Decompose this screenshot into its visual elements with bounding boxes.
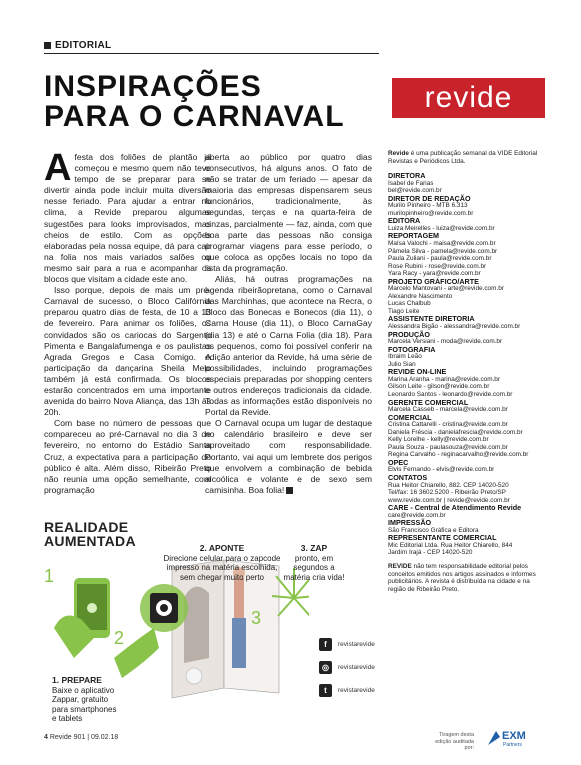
exm-logo-text: EXM bbox=[502, 730, 526, 742]
section-name: EDITORIAL bbox=[55, 40, 112, 51]
masthead-value: www.revide.com.br | revide@revide.com.br bbox=[388, 496, 510, 504]
masthead-value: Rua Heitor Chiarello, 882. CEP 14020-520 bbox=[388, 481, 509, 489]
twitter-icon: t bbox=[319, 684, 332, 697]
section-label bbox=[44, 40, 111, 51]
step-1-text: 1. PREPARE Baixe o aplicativo Zappar, gratuito para smartphones e tablets bbox=[52, 675, 117, 723]
masthead-value: Paula Souza - paulasouza@revide.com.br bbox=[388, 443, 508, 451]
social-links bbox=[309, 516, 379, 716]
masthead-heading: CONTATOS bbox=[388, 472, 428, 482]
masthead-value: care@revide.com.br bbox=[388, 511, 446, 519]
masthead-value: murilopinheiro@revide.com.br bbox=[388, 209, 474, 217]
revide-logo: revide bbox=[392, 78, 545, 118]
page-footer bbox=[44, 734, 118, 741]
social-handle: revistarevide bbox=[338, 664, 375, 671]
headline-line-2: PARA O CARNAVAL bbox=[44, 100, 345, 133]
masthead-value: Regina Carvalho - reginacarvalho@revide.com.br bbox=[388, 451, 529, 459]
masthead-heading: FOTOGRAFIA bbox=[388, 344, 436, 354]
step-3-text: 3. ZAP pronto, em segundos a matéria cria vida! bbox=[283, 543, 345, 582]
social-twitter[interactable] bbox=[319, 684, 375, 697]
masthead-value: São Francisco Gráfica e Editora bbox=[388, 526, 479, 534]
masthead-value: Elvis Fernando - elvis@revide.com.br bbox=[388, 466, 495, 474]
end-mark-icon bbox=[286, 487, 293, 494]
masthead-heading: DIRETORA bbox=[388, 171, 426, 181]
masthead-value: Pâmela Silva - pamela@revide.com.br bbox=[388, 247, 498, 255]
exm-logo-subtext: Partners bbox=[503, 742, 522, 747]
masthead-heading: IMPRESSÃO bbox=[388, 518, 432, 528]
masthead-value: Marcelo Mantovani - arte@revide.com.br bbox=[388, 285, 504, 293]
masthead-value: Alexandre Nascimento bbox=[388, 292, 453, 300]
masthead-heading: OPEC bbox=[388, 457, 409, 467]
step-number-2: 2 bbox=[114, 628, 125, 648]
masthead-value: Leonardo Santos - leonardo@revide.com.br bbox=[388, 390, 513, 398]
masthead-entries bbox=[388, 172, 548, 557]
ar-title: REALIDADE AUMENTADA bbox=[44, 519, 136, 549]
masthead-value: Murilo Pinheiro - MTB 6.313 bbox=[388, 202, 468, 210]
masthead-value: Luiza Meirelles - luiza@revide.com.br bbox=[388, 224, 495, 232]
masthead-heading: DIRETOR DE REDAÇÃO bbox=[388, 193, 471, 203]
masthead-value: Cristina Cattarelli - cristina@revide.com.br bbox=[388, 421, 508, 429]
masthead-heading: REPORTAGEM bbox=[388, 231, 439, 241]
page-number: 4 bbox=[44, 734, 48, 741]
step-number-1: 1 bbox=[44, 566, 55, 586]
phone-illustration-1 bbox=[54, 578, 110, 658]
issue-info: Revide 901 | 09.02.18 bbox=[49, 734, 119, 741]
step-2-text: 2. APONTE Direcione celular para o zapcode impresso na matéria escolhida, sem chegar muito perto bbox=[163, 543, 281, 582]
masthead-value: Julio Sian bbox=[388, 360, 416, 368]
masthead-value: Tel/fax: 16 3602.5200 - Ribeirão Preto/SP bbox=[388, 489, 506, 497]
masthead-heading: GERENTE COMERCIAL bbox=[388, 397, 469, 407]
step-number-3: 3 bbox=[251, 608, 262, 628]
masthead-value: Paula Zuliani - paula@revide.com.br bbox=[388, 255, 492, 263]
masthead-value: Alessandra Bigão - alessandra@revide.com.br bbox=[388, 323, 521, 331]
masthead-value: Jardim Irajá - CEP 14020-520 bbox=[388, 549, 473, 557]
masthead-value: bel@revide.com.br bbox=[388, 187, 442, 195]
article-paragraph: Com base no número de pessoas que compareceu ao pré-Carnaval no dia 3 de fevereiro, no entorno do Estádio Santa Cruz, a expectativa para a participação do público é alta. Além disso, Ribeirão Preto não reunia uma opção semelhante, com programação bbox=[44, 418, 211, 495]
social-instagram[interactable] bbox=[319, 661, 375, 674]
masthead-value: Gilson Leite - gilson@revide.com.br bbox=[388, 383, 490, 391]
masthead-heading: REVIDE ON-LINE bbox=[388, 367, 447, 377]
social-facebook[interactable] bbox=[319, 638, 375, 651]
masthead-value: Marina Aranha - marina@revide.com.br bbox=[388, 375, 500, 383]
masthead bbox=[388, 150, 548, 593]
article-paragraph: Afesta dos foliões de plantão já começou e mesmo quem não teve tempo de se preparar para se divertir ainda pode incluir muita diversão nesse feriado. Para ajudar a entrar no clima, a Revide preparou algumas sugestões para looks improvisados, mas cheios de estilo. Com as opções elaboradas pela nossa equipe, dá para cair na folia nos mais variados salões ou mesmo sair para a rua e acompanhar os blocos que visitam a cidade este ano. bbox=[44, 147, 211, 285]
masthead-heading: PROJETO GRÁFICO/ARTE bbox=[388, 276, 479, 286]
facebook-icon: f bbox=[319, 638, 332, 651]
masthead-value: Marcela Versiani - moda@revide.com.br bbox=[388, 338, 503, 346]
headline bbox=[44, 72, 374, 132]
audit-note: Tiragem desta edição auditada por: bbox=[435, 732, 474, 751]
augmented-reality-box bbox=[44, 516, 379, 723]
masthead-value: Ibraim Leão bbox=[388, 353, 422, 361]
drop-cap: A bbox=[44, 147, 72, 189]
social-handle: revistarevide bbox=[338, 687, 375, 694]
masthead-value: Isabel de Farias bbox=[388, 179, 434, 187]
masthead-value: Rose Rubini - rose@revide.com.br bbox=[388, 262, 487, 270]
exm-partners-logo bbox=[486, 727, 546, 747]
masthead-value: Kelly Lorelhe - kelly@revide.com.br bbox=[388, 436, 489, 444]
article-column-1 bbox=[44, 147, 211, 496]
masthead-value: Daniela Fréscia - danielafrescia@revide.com.br bbox=[388, 428, 523, 436]
article-paragraph: Isso porque, depois de mais um pré-Carnaval de sucesso, o Bloco Califórnia preparou quatro dias de festa, de 10 a 13 de fevereiro. Para animar os foliões, os convidados são os cariocas do Sargento Pimenta e Bangalafumenga e os paulistas Agrada Gregos e Casa Comigo. A participação da dançarina Sheila Melo também já está confirmada. Os blocos estarão concentrados em uma importante avenida do bairro Nova Aliança, das 13h às 20h. bbox=[44, 285, 211, 418]
masthead-value: Lucas Chalbub bbox=[388, 300, 431, 308]
headline-line-1: INSPIRAÇÕES bbox=[44, 70, 262, 103]
masthead-value: Tiago Leite bbox=[388, 307, 420, 315]
masthead-heading: PRODUÇÃO bbox=[388, 329, 430, 339]
top-divider bbox=[44, 53, 379, 54]
masthead-heading: EDITORA bbox=[388, 216, 421, 226]
masthead-disclaimer: REVIDE não tem responsabilidade editorial pelos conceitos emitidos nos artigos assinados e informes publicitários. A revista é distribuída na cidade e na região de Ribeirão Preto. bbox=[388, 562, 536, 593]
masthead-value: Mic Editorial Ltda. Rua Heitor Chiarello, 844 bbox=[388, 541, 513, 549]
article-paragraph: O Carnaval ocupa um lugar de destaque no calendário brasileiro e deve ser aproveitado com responsabilidade. Portanto, vai aqui um lembrete dos perigos que envolvem a combinação de bebida alcoólica e volante e de sexo sem camisinha. Boa folia! bbox=[205, 418, 372, 495]
section-marker-icon bbox=[44, 42, 51, 49]
article-column-2 bbox=[205, 152, 372, 496]
masthead-heading: ASSISTENTE DIRETORIA bbox=[388, 314, 475, 324]
instagram-icon: ◎ bbox=[319, 661, 332, 674]
masthead-value: Yara Racy - yara@revide.com.br bbox=[388, 270, 481, 278]
social-handle: revistarevide bbox=[338, 641, 375, 648]
masthead-value: Marcela Casseb - marcela@revide.com.br bbox=[388, 406, 508, 414]
masthead-value: Maísa Valochi - maisa@revide.com.br bbox=[388, 240, 496, 248]
masthead-heading: CARE - Central de Atendimento Revide bbox=[388, 503, 522, 513]
article-paragraph: aberta ao público por quatro dias consecutivos, há alguns anos. O fato de não se tratar de um feriado — apesar da maioria das empresas dispensarem seus funcionários, tradicionalmente, às segundas, terças e na quarta-feira de cinzas, parcialmente — faz, ainda, com que boa parte das pessoas não consiga programar viagens para esse período, o que coloca as opções locais no topo da lista da programação. bbox=[205, 152, 372, 273]
masthead-heading: REPRESENTANTE COMERCIAL bbox=[388, 533, 497, 543]
masthead-intro: Revide é uma publicação semanal da VIDE Editorial Revistas e Periódicos Ltda. bbox=[388, 150, 538, 165]
article-paragraph: Aliás, há outras programações na agenda ribeirãopretana, como o Carnaval das Marchinhas, que acontece na Recra, o Bloco das Bonecas e Bonecos (dia 11), o Carna House (dia 11), o Bloco CarnaGay (dia 13) e até o Carna Folia (dia 18). Para os pequenos, como foi possível conferir na edição anterior da Revide, há uma série de possibilidades, incluindo programações especiais preparadas por shopping centers e outros endereços tradicionais da cidade. Todas as informações estão disponíveis no Portal da Revide. bbox=[205, 274, 372, 418]
masthead-heading: COMERCIAL bbox=[388, 412, 432, 422]
